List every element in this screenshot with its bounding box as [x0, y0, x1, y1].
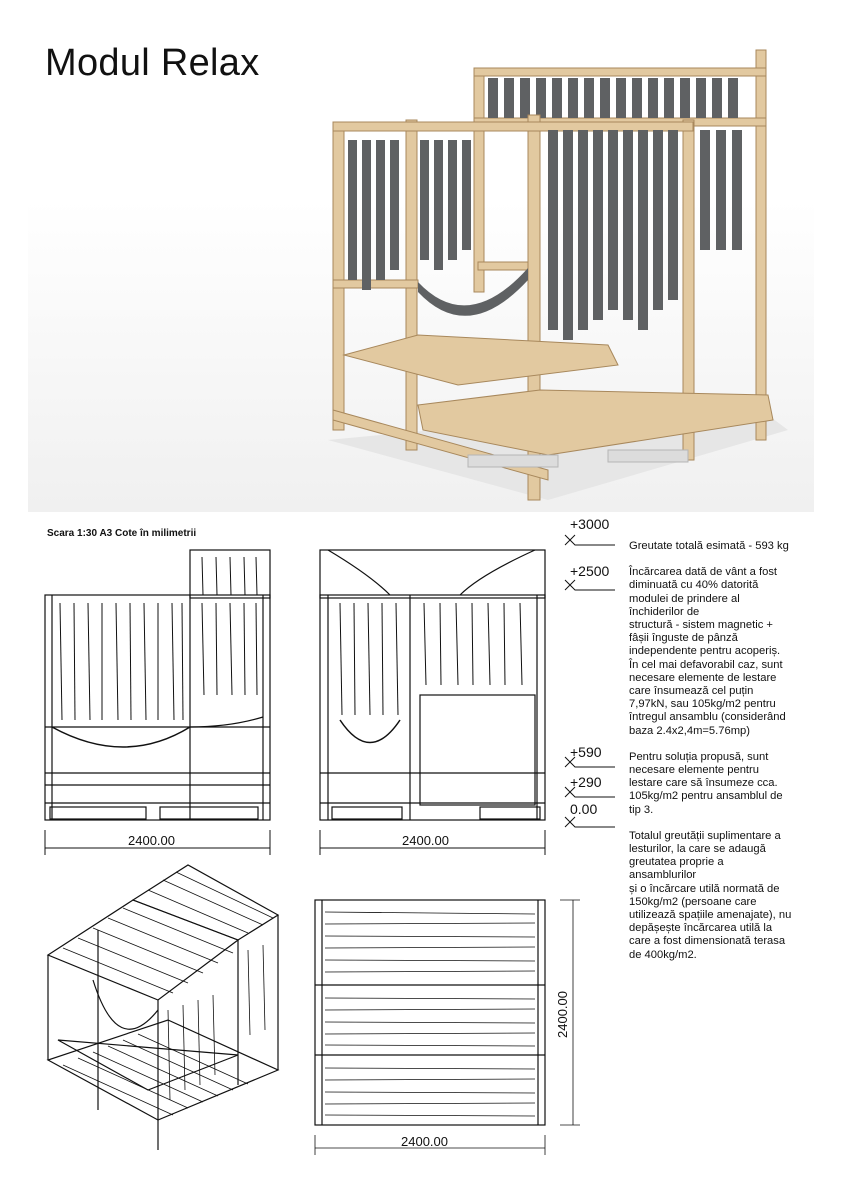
- plan-width-label: 2400.00: [401, 1134, 448, 1149]
- level-label: 0.00: [570, 801, 598, 817]
- front-elevation-drawing: [300, 545, 560, 860]
- module-render-image: [28, 0, 814, 512]
- level-label: +590: [570, 744, 602, 760]
- note-paragraph: Încărcarea dată de vânt a fost diminuată cu 40% datorită modulei de prindere al închiderilor de structură - sistem magnetic + fâșii înguste de pânză independente pentru acoperiș. În cel mai defavorabil caz, sunt necesare elemente de lestare care însumează cel puțin 7,97kN, sau 105kg/m2 pentru întregul ansamblu (considerând baza 2.4x2,4m=5.76mp): [629, 566, 786, 737]
- level-label: +3000: [570, 516, 610, 532]
- level-label: +290: [570, 774, 602, 790]
- weight-notes: [629, 540, 799, 975]
- note-paragraph: Greutate totală esimată - 593 kg: [629, 540, 789, 552]
- side-elevation-drawing: [30, 545, 290, 860]
- note-paragraph: Totalul greutății suplimentare a lesturilor, la care se adaugă greutatea proprie a ansamblurilor și o încărcare utilă normată de 150kg/m2 (persoane care utilizează spațiile amenajate), nu depășește încărcarea utilă la care a fost dimensionată terasa de 400kg/m2.: [629, 829, 792, 961]
- level-label: +2500: [570, 563, 610, 579]
- page-title: Modul Relax: [45, 42, 260, 84]
- axonometric-drawing: [38, 860, 298, 1160]
- plan-depth-label: 2400.00: [555, 991, 570, 1038]
- front-width-label: 2400.00: [402, 833, 449, 848]
- side-width-label: 2400.00: [128, 833, 175, 848]
- note-paragraph: Pentru soluția propusă, sunt necesare elemente pentru lestare care să însumeze cca. 105kg/m2 pentru ansamblul de tip 3.: [629, 750, 783, 816]
- scale-note: Scara 1:30 A3 Cote în milimetrii: [47, 528, 197, 539]
- plan-drawing: [305, 890, 595, 1160]
